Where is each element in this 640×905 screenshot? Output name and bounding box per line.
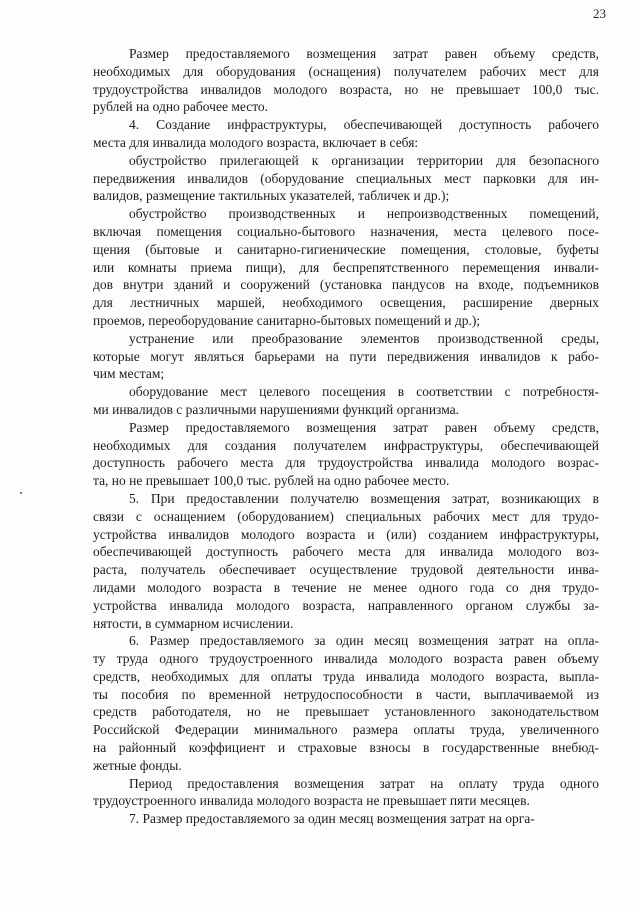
paragraph-1 <box>93 45 599 116</box>
text-line: ми инвалидов с различными нарушениями функций организма. <box>93 401 460 417</box>
text-line: на районный коэффициент и страховые взносы в государственные внебюд- <box>93 740 599 756</box>
page-number: 23 <box>593 6 606 21</box>
text-line: жетные фонды. <box>93 757 182 773</box>
text-line: щения (бытовые и санитарно-гигиенические помещения, столовые, буфеты <box>93 241 599 257</box>
text-line: обеспечивающей доступность рабочего места для инвалида молодого воз- <box>93 544 599 560</box>
text-line: устранение или преобразование элементов производственной среды, <box>129 330 599 346</box>
text-line: включая помещения социально-бытового назначения, места целевого посе- <box>93 223 599 239</box>
paragraph-3 <box>93 152 599 205</box>
text-line: трудоустройства инвалидов молодого возраста, но не превышает 100,0 тыс. <box>93 81 599 97</box>
text-line: проемов, переоборудование санитарно-бытовых помещений и др.); <box>93 312 481 328</box>
text-line: 7. Размер предоставляемого за один месяц возмещения затрат на орга- <box>129 811 535 827</box>
text-line: та, но не превышает 100,0 тыс. рублей на одно рабочее место. <box>93 473 450 489</box>
text-line: чим местам; <box>93 366 165 382</box>
text-line: нятости, в суммарном исчислении. <box>93 615 294 631</box>
paragraph-4 <box>93 205 599 330</box>
text-line: 4. Создание инфраструктуры, обеспечивающей доступность рабочего <box>129 117 599 133</box>
text-line: валидов, размещение тактильных указателей, табличек и др.); <box>93 188 450 204</box>
text-line: передвижения инвалидов (оборудование специальных мест парковки для ин- <box>93 170 599 186</box>
text-line: 5. При предоставлении получателю возмещения затрат, возникающих в <box>129 490 599 506</box>
text-line: необходимых для оборудования (оснащения) получателем рабочих мест для <box>93 63 599 79</box>
text-line: лидами молодого возраста в течение не менее одного года со дня трудо- <box>93 579 599 595</box>
paragraph-6 <box>93 383 599 419</box>
text-line: трудоустроенного инвалида молодого возраста не превышает пяти месяцев. <box>93 793 530 809</box>
text-line: Размер предоставляемого возмещения затрат равен объему средств, <box>129 46 599 61</box>
scan-speck <box>20 492 22 494</box>
paragraph-10 <box>93 775 599 811</box>
text-line: раста, получатель обеспечивает осуществление трудовой деятельности инва- <box>93 562 599 578</box>
paragraph-7 <box>93 419 599 490</box>
text-line: ты пособия по временной нетрудоспособности в части, выплачиваемой из <box>93 686 599 702</box>
text-line: 6. Размер предоставляемого за один месяц возмещения затрат на опла- <box>129 633 599 649</box>
text-line: обустройство прилегающей к организации территории для безопасного <box>129 152 599 168</box>
text-line: которые могут являться барьерами на пути передвижения инвалидов к рабо- <box>93 348 599 364</box>
text-line: устройства инвалидов молодого возраста и (или) созданием инфраструктуры, <box>93 526 599 542</box>
text-line: ту труда одного трудоустроенного инвалида молодого возраста равен объему <box>93 651 599 667</box>
paragraph-2 <box>93 116 599 152</box>
text-line: средств работодателя, но не превышает установленного законодательством <box>93 704 599 720</box>
text-line: дов внутри зданий и сооружений (установка пандусов на входе, подъемников <box>93 277 599 293</box>
text-line: Период предоставления возмещения затрат на оплату труда одного <box>129 775 599 791</box>
document-body <box>93 45 599 828</box>
paragraph-8 <box>93 490 599 632</box>
text-line: оборудование мест целевого посещения в соответствии с потребностя- <box>129 384 599 400</box>
text-line: Размер предоставляемого возмещения затрат равен объему средств, <box>129 419 599 435</box>
text-line: обустройство производственных и непроизводственных помещений, <box>129 206 599 222</box>
text-line: необходимых для создания получателем инфраструктуры, обеспечивающей <box>93 437 599 453</box>
text-line: или комнаты приема пищи), для беспрепятственного перемещения инвали- <box>93 259 599 275</box>
text-line: связи с оснащением (оборудованием) специальных рабочих мест для трудо- <box>93 508 599 524</box>
text-line: для лестничных маршей, необходимого освещения, расширение дверных <box>93 295 599 311</box>
paragraph-9 <box>93 632 599 774</box>
text-line: средств, необходимых для оплаты труда инвалида молодого возраста, выпла- <box>93 668 599 684</box>
text-line: доступность рабочего места для трудоустройства инвалида молодого возрас- <box>93 455 599 471</box>
text-line: Российской Федерации минимального размера оплаты труда, увеличенного <box>93 722 599 738</box>
text-line: места для инвалида молодого возраста, включает в себя: <box>93 134 419 150</box>
text-line: устройства инвалида молодого возраста, направленного органом службы за- <box>93 597 599 613</box>
text-line: рублей на одно рабочее место. <box>93 99 269 115</box>
paragraph-11 <box>93 810 599 828</box>
paragraph-5 <box>93 330 599 383</box>
